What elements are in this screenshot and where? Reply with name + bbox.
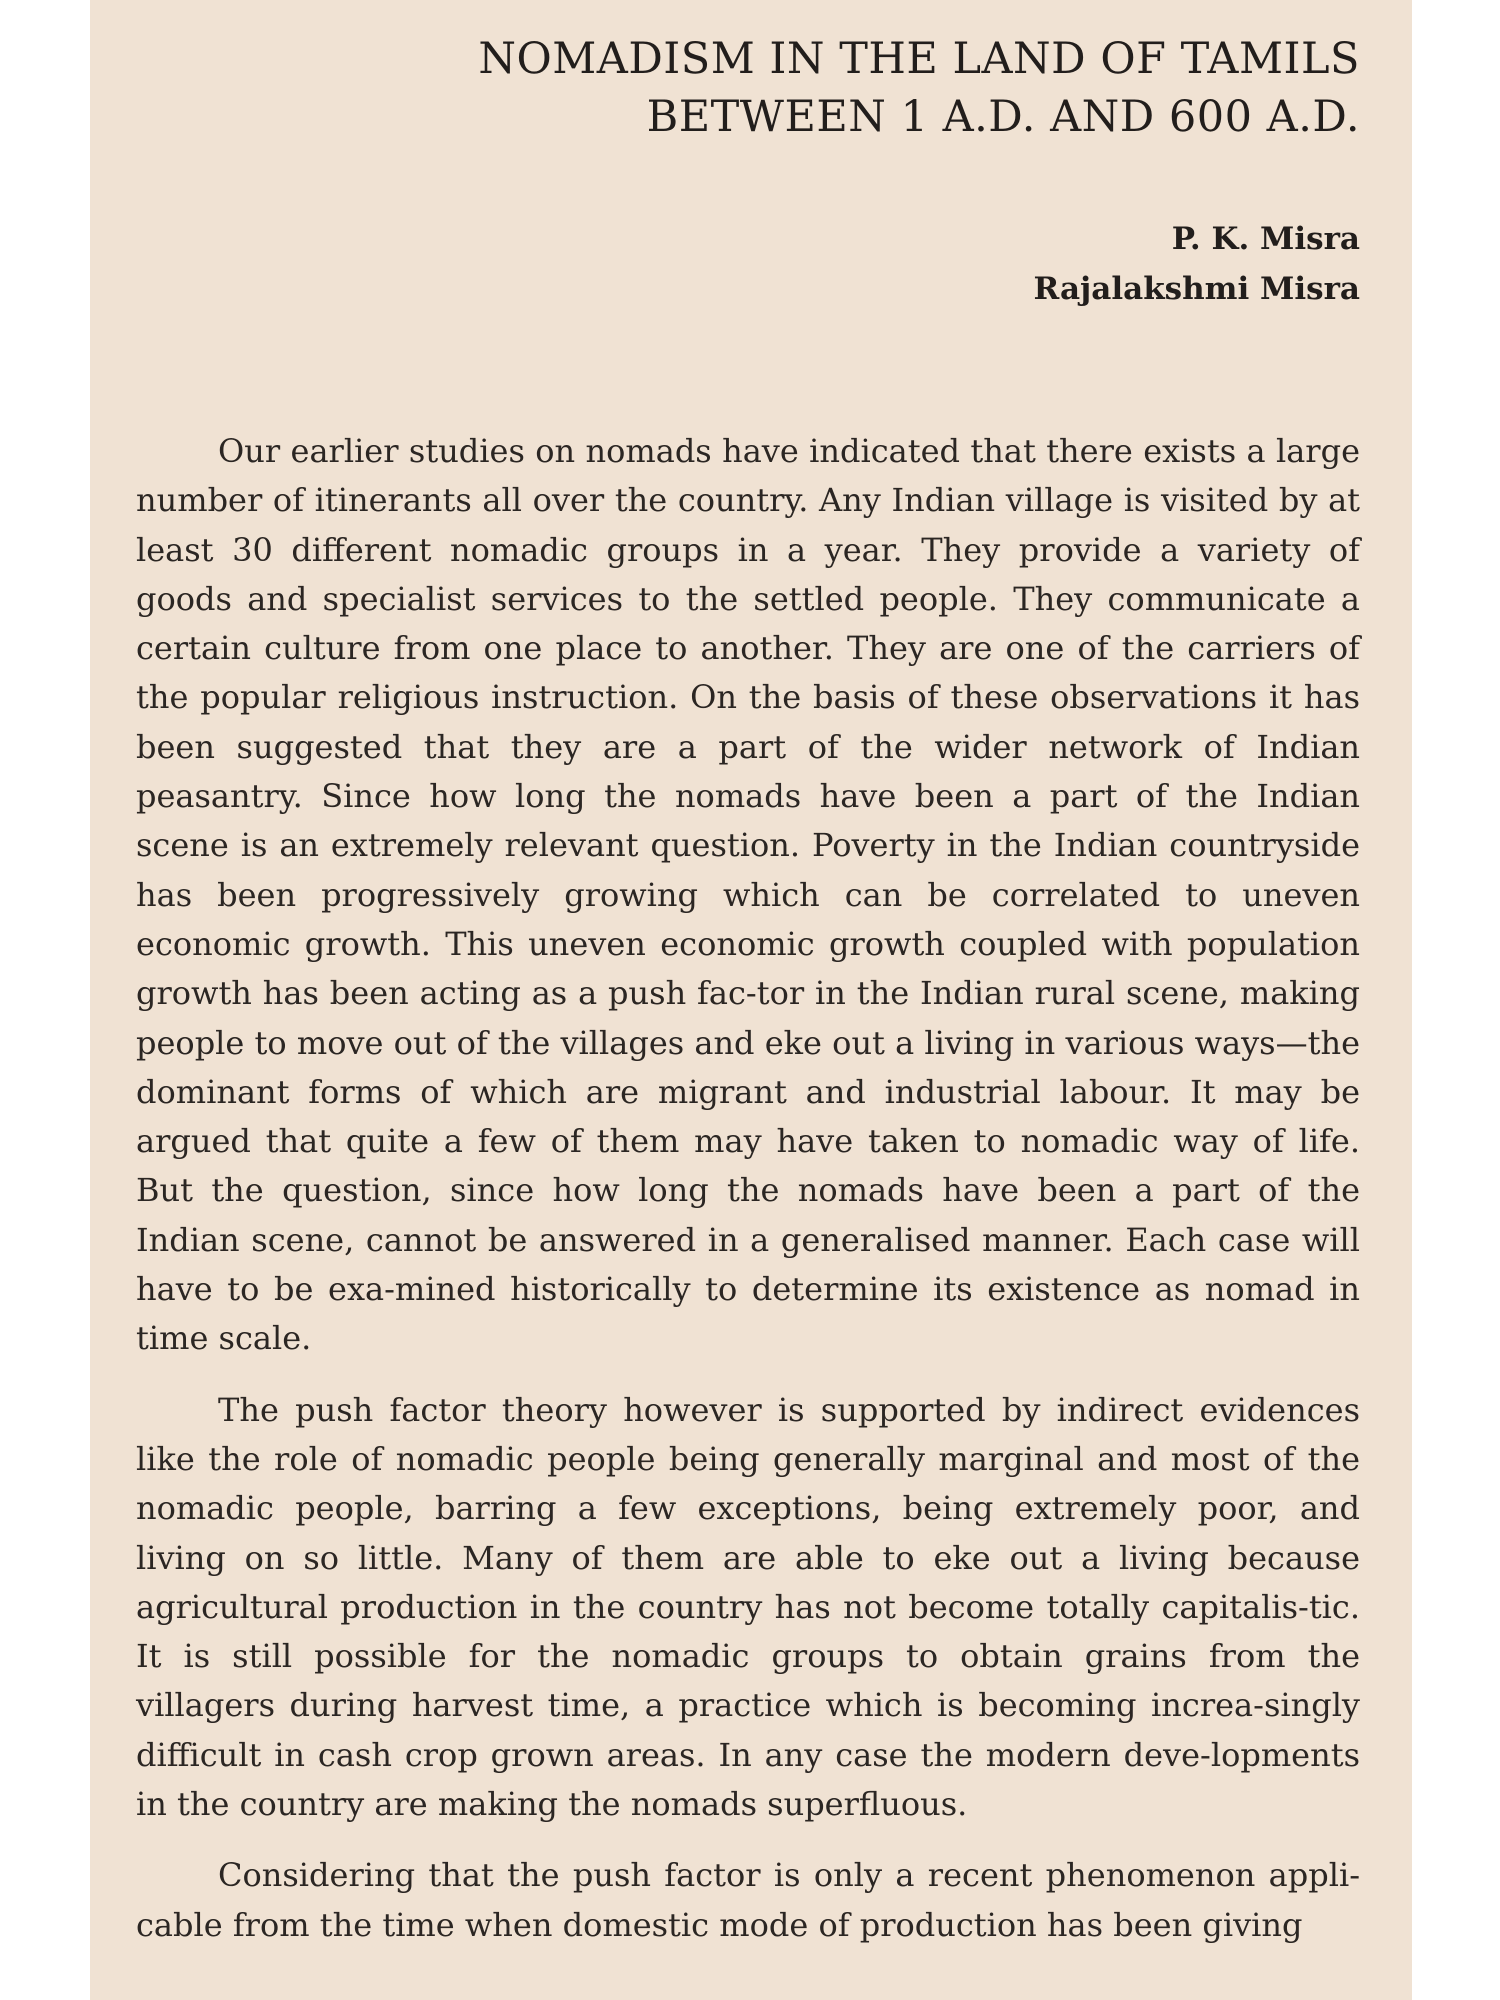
article-title [260, 30, 1360, 146]
title-line-2: BETWEEN 1 A.D. AND 600 A.D. [646, 92, 1360, 142]
author-list [1033, 214, 1360, 314]
body-paragraph: Considering that the push factor is only a recent phenomenon appli-cable from the time when domestic mode of production has been giving [136, 1856, 1360, 1944]
article-body [136, 427, 1360, 1950]
scanned-page [90, 0, 1412, 2000]
body-paragraph: Our earlier studies on nomads have indicated that there exists a large number of itinerants all over the country. Any Indian village is visited by at least 30 different nomadic groups in a year. They provide a variety of goods and specialist services to the settled people. They communicate a certain culture from one place to another. They are one of the carriers of the popular religious instruction. On the basis of these observations it has been suggested that they are a part of the wider network of Indian peasantry. Since how long the nomads have been a part of the Indian scene is an extremely relevant question. Poverty in the Indian countryside has been progressively growing which can be correlated to uneven economic growth. This uneven economic growth coupled with population growth has been acting as a push fac-tor in the Indian rural scene, making people to move out of the villages and eke out a living in various ways—the dominant forms of which are migrant and industrial labour. It may be argued that quite a few of them may have taken to nomadic way of life. But the question, since how long the nomads have been a part of the Indian scene, cannot be answered in a generalised manner. Each case will have to be exa-mined historically to determine its existence as nomad in time scale. [136, 432, 1360, 1358]
title-line-1: NOMADISM IN THE LAND OF TAMILS [478, 34, 1360, 84]
author-name: Rajalakshmi Misra [1033, 271, 1360, 307]
body-paragraph: The push factor theory however is supported by indirect evidences like the role of nomadic people being generally marginal and most of the nomadic people, barring a few exceptions, being extremely poor, and living on so little. Many of them are able to eke out a living because agricultural production in the country has not become totally capitalis-tic. It is still possible for the nomadic groups to obtain grains from the villagers during harvest time, a practice which is becoming increa-singly difficult in cash crop grown areas. In any case the modern deve-lopments in the country are making the nomads superfluous. [136, 1390, 1360, 1824]
author-name: P. K. Misra [1171, 221, 1360, 257]
